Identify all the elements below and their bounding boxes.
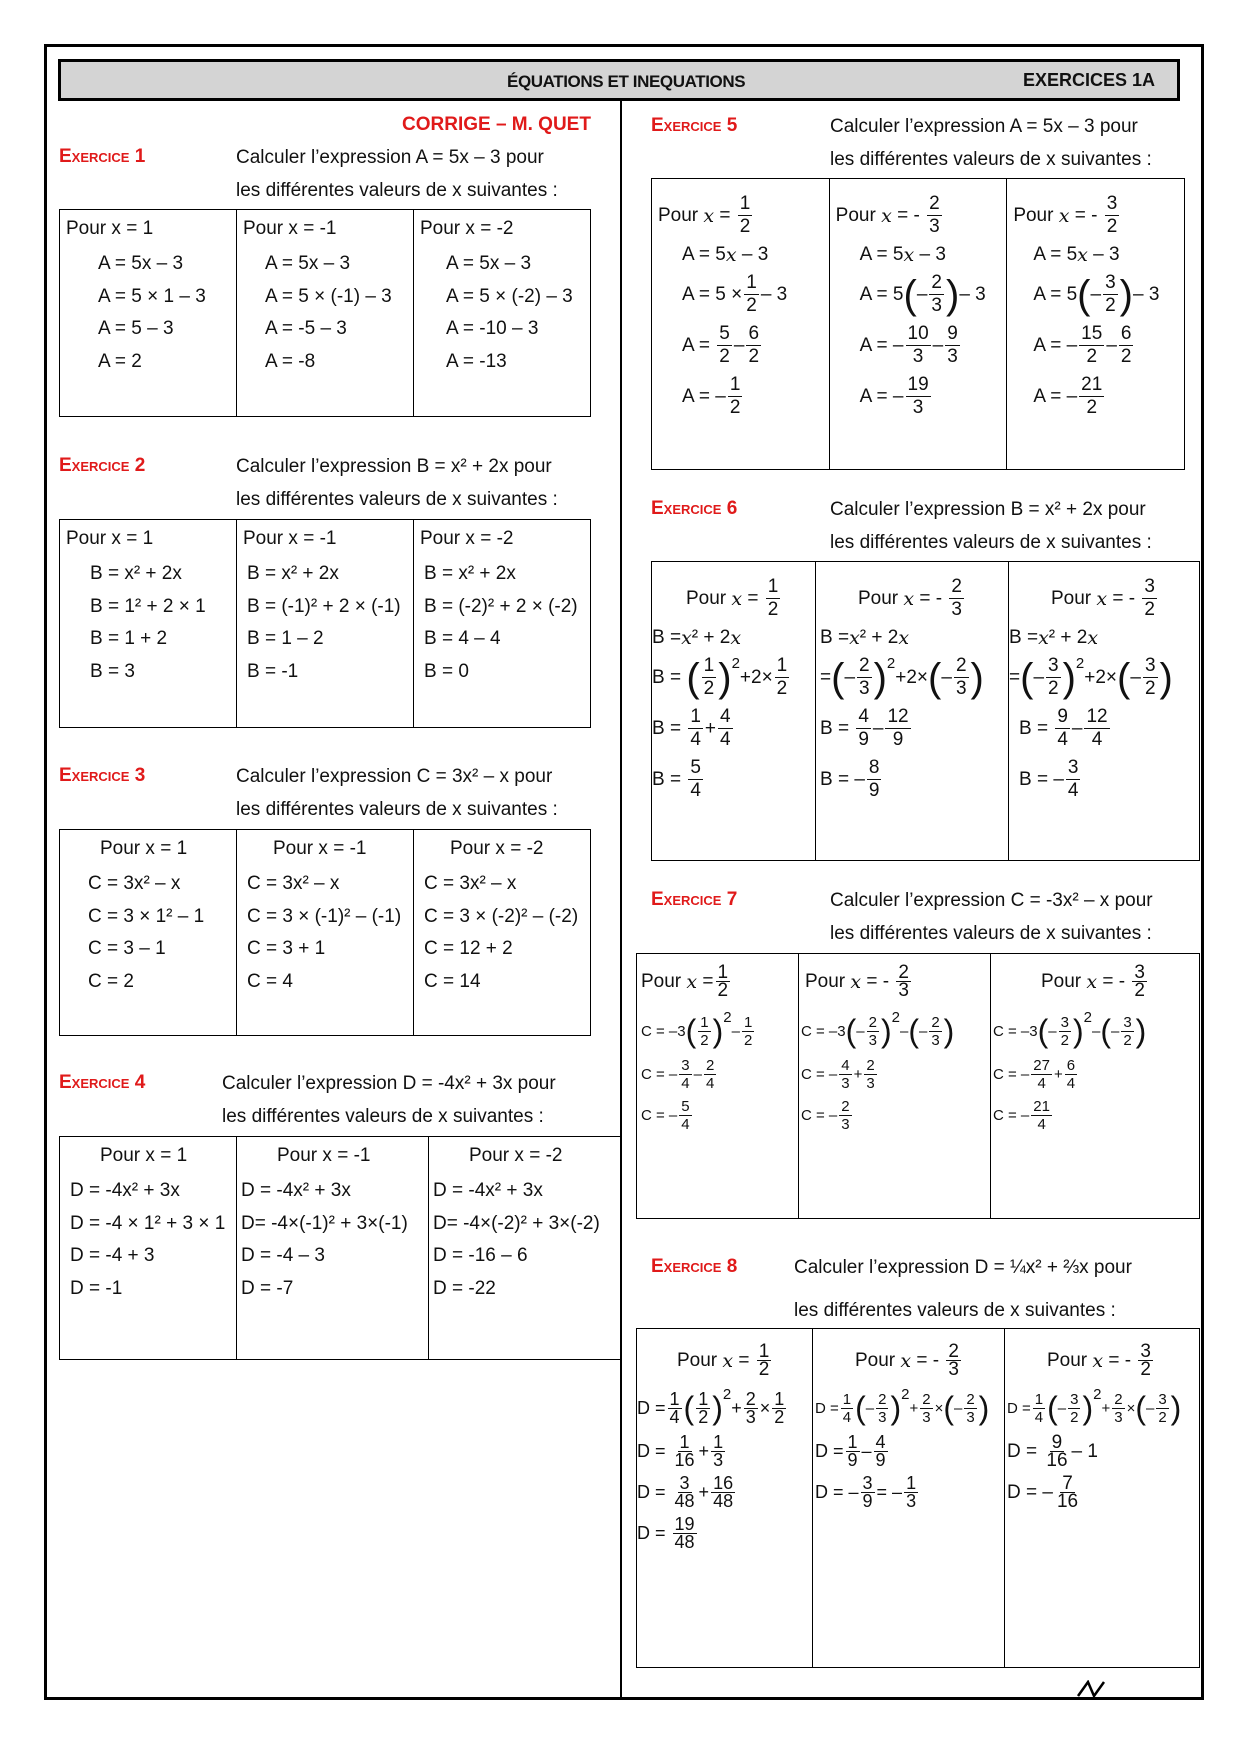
ex5-c1-l3: A = 5 2 – 6 2 [682,323,760,367]
ex7-c1-l1: C = –3 ( 1 2 ) $^2$ – 1 2 [641,1008,753,1049]
ex2-c1-l1: B = x² + 2x [90,563,182,584]
ex7-stmt-line2: les différentes valeurs de x suivantes : [830,923,1152,944]
ex1-c1-l3: A = 5 – 3 [98,318,174,339]
ex5-c1-l1: A = 5 x – 3 [682,244,769,266]
ex1-col2-header: Pour x = -1 [243,218,337,239]
ex6-c3-l4: B = – 3 4 [1019,757,1079,801]
ex3-c1-l4: C = 2 [88,970,134,992]
ex2-c3-l1: B = x² + 2x [424,563,516,584]
ex6-label: Exercice 6 [651,498,738,519]
ex7-c2-l2: C = – 4 3 + 2 3 [801,1057,875,1092]
ex6-c3-l2: = ( – 3 2 ) $^2$ +2× ( – 3 2 ) [1009,655,1173,700]
ex6-c3-l1: B = x ² + 2 x [1009,627,1099,649]
ex3-c3-l2: C = 3 × (-2)² – (-2) [424,905,579,927]
ex2-statement [236,450,558,516]
ex3-c2-l3: C = 3 + 1 [247,938,326,959]
ex2-c3-l4: B = 0 [424,660,469,682]
ex3-c1-l1: C = 3x² – x [88,873,181,894]
ex5-stmt-line1: Calculer l’expression A = 5x – 3 pour [830,116,1138,137]
ex7-c3-l2: C = – 27 4 + 6 4 [993,1057,1076,1092]
ex7-c2-l3: C = – 2 3 [801,1098,850,1133]
header-ref: EXERCICES 1A [1022,70,1155,90]
ex7-c3-hdr: Pour x = - 3 2 [1041,962,1145,1001]
ex6-table [651,561,1200,861]
ex2-c3-l2: B = (-2)² + 2 × (-2) [424,595,578,617]
ex6-c2-l2: = ( – 2 3 ) $^2$ +2× ( – 2 3 ) [820,655,984,700]
ex8-c1-l3: D = 3 48 + 16 48 [637,1473,734,1511]
ex8-c1-l4: D = 19 48 [637,1514,695,1552]
ex6-c1-hdr: Pour x = 1 2 [686,576,779,620]
ex3-col2-header: Pour x = -1 [273,838,367,859]
ex8-c1-l2: D = 1 16 + 1 3 [637,1432,724,1470]
ex8-c3-hdr: Pour x = - 3 2 [1047,1341,1151,1380]
ex6-c2-l4: B = – 8 9 [820,757,880,801]
ex4-c1-l2: D = -4 × 1² + 3 × 1 [70,1212,226,1234]
ex5-label: Exercice 5 [651,115,738,136]
ex6-statement [830,493,1152,559]
ex3-stmt-line2: les différentes valeurs de x suivantes : [236,799,558,820]
ex8-c1-l1: D = 1 4 ( 1 2 ) $^2$ + 2 3 × 1 2 [637,1385,785,1427]
ex7-c2-hdr: Pour x = - 2 3 [805,962,909,1001]
ex3-c1-l3: C = 3 – 1 [88,938,166,959]
ex5-c2-l3: A = – 10 3 – 9 3 [859,323,958,367]
ex4-stmt-line2: les différentes valeurs de x suivantes : [222,1106,544,1127]
ex7-table [636,953,1200,1219]
ex4-c2-l1: D = -4x² + 3x [241,1180,351,1201]
ex3-c2-l2: C = 3 × (-1)² – (-1) [247,905,402,927]
ex8-c1-hdr: Pour x = 1 2 [677,1341,770,1380]
ex4-col1-header: Pour x = 1 [100,1145,188,1166]
ex3-statement [236,760,558,826]
ex1-c2-l1: A = 5x – 3 [265,253,351,274]
ex4-c3-l1: D = -4x² + 3x [433,1180,543,1201]
ex1-table [59,209,591,417]
ex2-stmt-line1: Calculer l’expression B = x² + 2x pour [236,456,552,477]
ex4-table [59,1136,621,1360]
ex5-c2-hdr: Pour x = - 2 3 [835,193,940,237]
ex4-col2-header: Pour x = -1 [277,1145,371,1166]
ex3-stmt-line1: Calculer l’expression C = 3x² – x pour [236,766,553,787]
ex3-c3-l1: C = 3x² – x [424,873,517,894]
ex8-stmt-line2: les différentes valeurs de x suivantes : [794,1300,1116,1321]
ex2-table [59,519,591,728]
ex1-stmt-line2: les différentes valeurs de x suivantes : [236,180,558,201]
ex4-c3-l2: D= -4×(-2)² + 3×(-2) [433,1212,600,1234]
ex1-c3-l3: A = -10 – 3 [446,318,539,339]
ex5-c2-l2: A = 5 ( – 2 3 ) – 3 [859,272,986,317]
ex1-col1-header: Pour x = 1 [66,218,154,239]
ex3-c3-l4: C = 14 [424,970,481,992]
ex1-col3-header: Pour x = -2 [420,218,514,239]
ex6-c1-l2: B = ( 1 2 ) $^2$ +2× 1 2 [652,655,788,700]
ex1-c1-l2: A = 5 × 1 – 3 [98,285,206,307]
ex1-statement [236,141,558,207]
ex8-c3-l2: D = 9 16 – 1 [1007,1432,1098,1471]
ex1-stmt-line1: Calculer l’expression A = 5x – 3 pour [236,147,544,168]
ex3-c2-l4: C = 4 [247,970,293,992]
ex1-c3-l4: A = -13 [446,350,507,372]
ex7-statement [830,884,1153,950]
ex6-c1-l3: B = 1 4 + 4 4 [652,706,731,750]
ex5-c3-hdr: Pour x = - 3 2 [1013,193,1118,237]
ex6-c3-hdr: Pour x = - 3 2 [1051,576,1155,620]
ex7-c2-l1: C = –3 ( – 2 3 ) $^2$ – ( – 2 3 ) [801,1008,955,1049]
ex3-c1-l2: C = 3 × 1² – 1 [88,905,205,927]
ex4-c3-l3: D = -16 – 6 [433,1245,528,1266]
ex8-table [636,1328,1200,1668]
corrige-title: CORRIGE – M. QUET [402,114,591,135]
ex3-label: Exercice 3 [59,765,146,786]
ex7-label: Exercice 7 [651,889,738,910]
ex5-table [651,178,1185,470]
ex4-c1-l3: D = -4 + 3 [70,1245,155,1266]
ex3-c2-l1: C = 3x² – x [247,873,340,894]
ex2-c1-l4: B = 3 [90,660,135,682]
ex8-c2-l3: D = – 3 9 = – 1 3 [815,1473,917,1511]
ex7-c1-l2: C = – 3 4 – 2 4 [641,1057,715,1092]
ex8-c2-l1: D = 1 4 ( – 2 3 ) $^2$ + 2 3 × ( – 2 3 ) [815,1385,990,1426]
ex5-c1-hdr: Pour x = 1 2 [658,193,751,237]
ex6-c2-l1: B = x ² + 2 x [820,627,910,649]
ex8-c3-l1: D = 1 4 ( – 3 2 ) $^2$ + 2 3 × ( – 3 2 ) [1007,1385,1182,1426]
ex7-stmt-line1: Calculer l’expression C = -3x² – x pour [830,890,1153,911]
ex1-c3-l2: A = 5 × (-2) – 3 [446,285,573,307]
ex2-col3-header: Pour x = -2 [420,528,514,549]
ex1-c2-l2: A = 5 × (-1) – 3 [265,285,392,307]
ex4-c1-l1: D = -4x² + 3x [70,1180,180,1201]
ex6-stmt-line2: les différentes valeurs de x suivantes : [830,532,1152,553]
ex3-col1-header: Pour x = 1 [100,838,188,859]
ex5-c3-l2: A = 5 ( – 3 2 ) – 3 [1033,272,1160,317]
column-divider [620,101,622,1697]
ex7-c3-l1: C = –3 ( – 3 2 ) $^2$ – ( – 3 2 ) [993,1008,1147,1049]
ex4-stmt-line1: Calculer l’expression D = -4x² + 3x pour [222,1073,556,1094]
ex3-c3-l3: C = 12 + 2 [424,938,513,959]
ex6-c2-l3: B = 4 9 – 12 9 [820,706,909,750]
ex1-label: Exercice 1 [59,146,146,167]
ex4-c2-l4: D = -7 [241,1277,294,1299]
ex1-c2-l3: A = -5 – 3 [265,318,347,339]
ex7-c1-l3: C = – 5 4 [641,1098,690,1133]
ex2-c3-l3: B = 4 – 4 [424,628,501,649]
ex2-c1-l2: B = 1² + 2 × 1 [90,595,206,617]
ex4-label: Exercice 4 [59,1072,146,1093]
ex4-c2-l2: D= -4×(-1)² + 3×(-1) [241,1212,408,1234]
ex1-c1-l4: A = 2 [98,350,142,372]
ex4-statement [222,1067,556,1133]
ex8-c2-l2: D = 1 9 – 4 9 [815,1432,886,1470]
ex5-c3-l3: A = – 15 2 – 6 2 [1033,323,1132,367]
ex4-col3-header: Pour x = -2 [469,1145,563,1166]
ex6-stmt-line1: Calculer l’expression B = x² + 2x pour [830,499,1146,520]
ex2-label: Exercice 2 [59,455,146,476]
ex2-col2-header: Pour x = -1 [243,528,337,549]
ex4-c1-l4: D = -1 [70,1277,123,1299]
ex5-c3-l1: A = 5 x – 3 [1033,244,1120,266]
ex1-c3-l1: A = 5x – 3 [446,253,532,274]
ex2-c2-l1: B = x² + 2x [247,563,339,584]
ex2-c2-l4: B = -1 [247,660,299,682]
ex8-label: Exercice 8 [651,1256,738,1277]
ex5-c3-l4: A = – 21 2 [1033,374,1103,418]
page-header [58,59,1180,101]
ex6-c2-hdr: Pour x = - 2 3 [858,576,962,620]
ex2-c2-l3: B = 1 – 2 [247,628,324,649]
ex4-c3-l4: D = -22 [433,1277,496,1299]
ex2-col1-header: Pour x = 1 [66,528,154,549]
ex6-c1-l1: B = x ² + 2 x [652,627,742,649]
ex6-c1-l4: B = 5 4 [652,757,701,801]
ex8-c3-l3: D = – 7 16 [1007,1473,1079,1512]
corner-mark [1076,1680,1106,1698]
ex1-c1-l1: A = 5x – 3 [98,253,184,274]
ex6-c3-l3: B = 9 4 – 12 4 [1019,706,1108,750]
ex5-statement [830,110,1152,176]
ex8-c2-hdr: Pour x = - 2 3 [855,1341,959,1380]
ex2-stmt-line2: les différentes valeurs de x suivantes : [236,489,558,510]
ex8-stmt-line1: Calculer l’expression D = ¼x² + ⅔x pour [794,1257,1132,1278]
ex8-statement [794,1251,1132,1327]
ex3-table [59,829,591,1036]
ex5-stmt-line2: les différentes valeurs de x suivantes : [830,149,1152,170]
ex4-c2-l3: D = -4 – 3 [241,1245,325,1266]
header-title: ÉQUATIONS ET INEQUATIONS [507,72,746,91]
ex3-col3-header: Pour x = -2 [450,838,544,859]
ex5-c1-l4: A = – 1 2 [682,374,741,418]
ex2-c1-l3: B = 1 + 2 [90,628,168,649]
ex1-c2-l4: A = -8 [265,350,316,372]
ex2-c2-l2: B = (-1)² + 2 × (-1) [247,595,401,617]
ex7-c1-hdr: Pour x = 1 2 [641,962,729,1001]
ex5-c2-l4: A = – 19 3 [859,374,929,418]
ex7-c3-l3: C = – 21 4 [993,1098,1050,1133]
ex5-c2-l1: A = 5 x – 3 [859,244,946,266]
ex5-c1-l2: A = 5 × 1 2 – 3 [682,272,788,316]
